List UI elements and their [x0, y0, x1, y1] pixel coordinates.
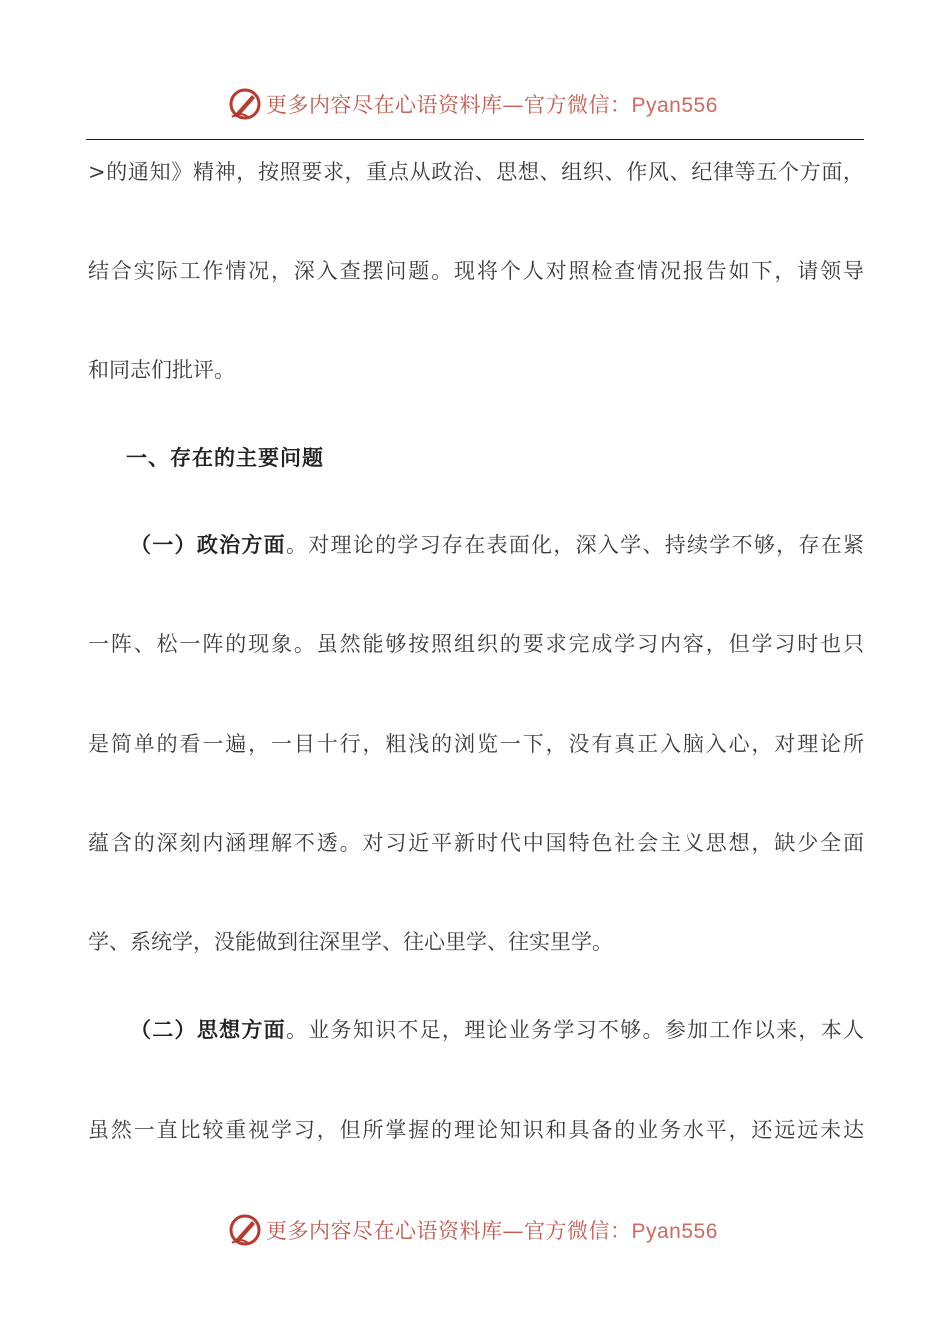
wechat-id: Pyan556 — [631, 94, 718, 117]
body-line: 结合实际工作情况，深入查摆问题。现将个人对照检查情况报告如下，请领导 — [88, 259, 864, 283]
section-heading: 一、存在的主要问题 — [126, 445, 324, 470]
footer-banner — [0, 1210, 950, 1250]
body-line: 是简单的看一遍，一目十行，粗浅的浏览一下，没有真正入脑入心，对理论所 — [88, 732, 864, 756]
body-line: 学、系统学，没能做到往深里学、往心里学、往实里学。 — [88, 930, 613, 954]
header-divider — [86, 139, 864, 140]
political-first-line — [130, 530, 864, 560]
banner-title: 更多内容尽在心语资料库 — [266, 93, 503, 117]
body-line: 一阵、松一阵的现象。虽然能够按照组织的要求完成学习内容，但学习时也只 — [88, 632, 864, 656]
banner-suffix: —官方微信： — [502, 93, 632, 117]
banner-suffix: —官方微信： — [502, 1219, 632, 1243]
header-banner — [0, 84, 950, 124]
political-first-line-text: 。对理论的学习存在表面化，深入学、持续学不够，存在紧 — [285, 533, 864, 557]
ideological-label: （二）思想方面 — [130, 1017, 286, 1042]
pen-logo-icon — [228, 1213, 262, 1247]
body-line: 和同志们批评。 — [88, 358, 235, 382]
pen-logo-icon — [228, 87, 262, 121]
banner-title: 更多内容尽在心语资料库 — [266, 1219, 503, 1243]
ideological-first-line-text: 。业务知识不足，理论业务学习不够。参加工作以来，本人 — [285, 1018, 864, 1042]
body-line: 虽然一直比较重视学习，但所掌握的理论知识和具备的业务水平，还远远未达 — [88, 1118, 864, 1142]
banner-text — [266, 1215, 718, 1245]
banner-text — [266, 89, 718, 119]
ideological-first-line — [130, 1015, 864, 1045]
political-label: （一）政治方面 — [130, 532, 286, 557]
body-line: >的通知》精神，按照要求，重点从政治、思想、组织、作风、纪律等五个方面， — [88, 160, 864, 184]
wechat-id: Pyan556 — [631, 1220, 718, 1243]
body-line: 蕴含的深刻内涵理解不透。对习近平新时代中国特色社会主义思想，缺少全面 — [88, 831, 864, 855]
